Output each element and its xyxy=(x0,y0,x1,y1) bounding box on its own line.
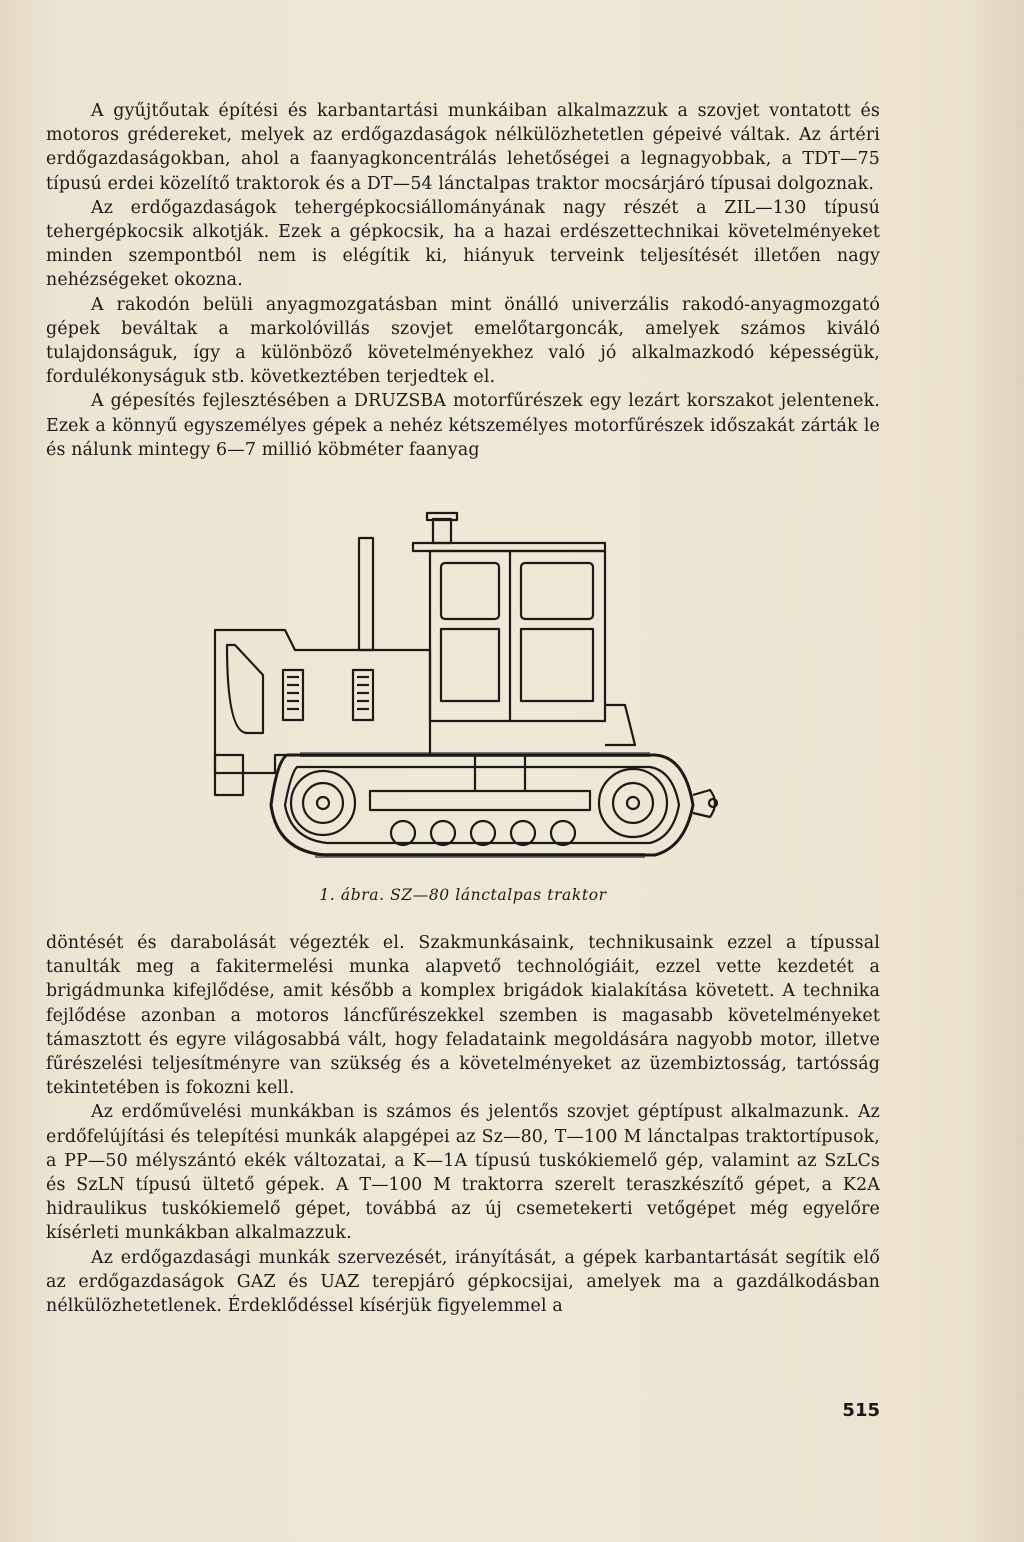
paragraph: A gépesítés fejlesztésében a DRUZSBA motorfűrészek egy lezárt korszakot jelentenek. Ezek a könnyű egyszemélyes gépek a nehéz kétszemélyes motorfűrészek időszakát zárták le és nálunk mintegy 6—7 millió köbméter faanyag xyxy=(46,391,880,460)
paragraph: Az erdőgazdasági munkák szervezését, irányítását, a gépek karbantartását segítik elő az erdőgazdaságok GAZ és UAZ terepjáró gépkocsijai, amelyek ma a gazdálkodásban nélkülözhetetlenek. Érdeklődéssel kísérjük figyelemmel a xyxy=(46,1247,880,1317)
paragraph: Az erdőgazdaságok tehergépkocsiállományának nagy részét a ZIL—130 típusú tehergépkocsik alkotják. Ezek a gépkocsik, ha a hazai erdészettechnikai követelményeket minden szempontból nem is elégítik ki, hiányuk terveink teljesítését illetően nagy nehézségeket okozna. xyxy=(46,197,880,291)
paragraph: A gyűjtőutak építési és karbantartási munkáiban alkalmazzuk a szovjet vontatott és motoros grédereket, melyek az erdőgazdaságok nélkülözhetetlen gépeivé váltak. Az ártéri erdőgazdaságokban, ahol a faanyagkoncentrálás lehetőségei a legnagyobbak, a TDT—75 típusú erdei közelítő traktorok és a DT—54 lánctalpas traktor mocsárjáró típusai dolgoznak. xyxy=(46,101,880,194)
page-number: 515 xyxy=(842,1400,880,1421)
paragraph: döntését és darabolását végezték el. Szakmunkásaink, technikusaink ezzel a típussal tanulták meg a fakitermelési munka alapvető technológiáit, ezzel vette kezdetét a brigádmunka kifejlődése, amit később a komplex brigádok kialakítása követett. A technika fejlődése azonban a motoros láncfűrészekkel szemben is magasabb követelményeket támasztott és egyre világosabbá vált, hogy feladataink megoldására nagyobb motor, illetve fűrészelési teljesítményre van szükség és a követelményeket az üzembiztosság, tartósság tekintetében is fokozni kell. xyxy=(46,933,880,1099)
text-block-top xyxy=(46,99,880,462)
crawler-tractor-illustration xyxy=(205,505,725,875)
paragraph: Az erdőművelési munkákban is számos és jelentős szovjet géptípust alkalmazunk. Az erdőfelújítási és telepítési munkák alapgépei az Sz—80, T—100 M lánctalpas traktortípusok, a PP—50 mélyszántó ekék változatai, a K—1A típusú tuskókiemelő gép, valamint az SzLCs és SzLN típusú ültető gépek. A T—100 M traktorra szerelt teraszkészítő gépet, a K2A hidraulikus tuskókiemelő gépet, továbbá az új csemetekerti vetőgépet még egyelőre kísérleti munkákban alkalmazzuk. xyxy=(46,1102,880,1244)
text-block-bottom xyxy=(46,931,880,1318)
paragraph: A rakodón belüli anyagmozgatásban mint önálló univerzális rakodó-anyagmozgató gépek beváltak a markolóvillás szovjet emelőtargoncák, amelyek számos kiváló tulajdonságuk, így a különböző követelményekhez való jó alkalmazkodó képességük, fordulékonyságuk stb. következtében terjedtek el. xyxy=(46,294,880,388)
figure-caption: 1. ábra. SZ—80 lánctalpas traktor xyxy=(319,886,607,904)
